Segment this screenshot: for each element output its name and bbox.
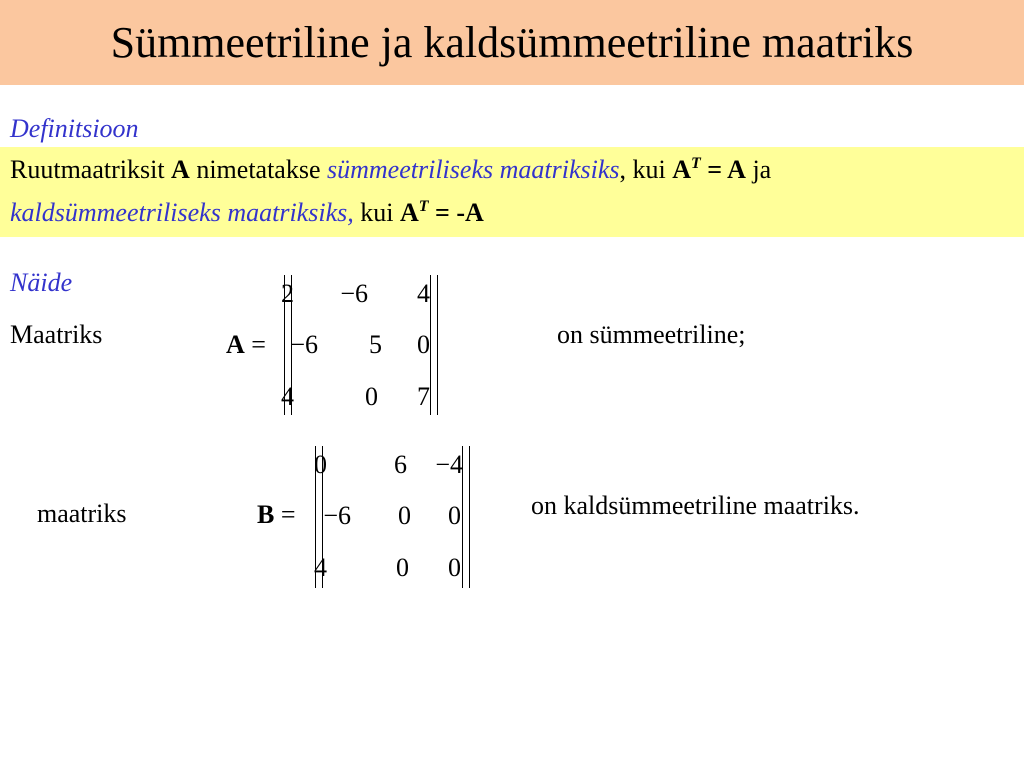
def-text: kui	[353, 198, 400, 227]
example-result-2: on kaldsümmeetriline maatriks.	[531, 491, 860, 520]
symbol-a: A	[171, 155, 190, 184]
example-label: Näide	[10, 268, 73, 297]
matrix-a-cell: 5	[369, 330, 382, 359]
equals-sign: =	[244, 330, 266, 359]
equation-skew-symmetric: = -A	[428, 198, 484, 227]
matrix-a-cell: 2	[281, 279, 294, 308]
matrix-b-cell: 4	[314, 553, 327, 582]
matrix-a-cell: 0	[417, 330, 430, 359]
matrix-a-cell: 7	[417, 382, 430, 411]
term-skew-symmetric: kaldsümmeetriliseks maatriksiks,	[10, 198, 354, 227]
def-text: Ruutmaatriksit	[10, 155, 172, 184]
matrix-a-right-bar	[430, 275, 438, 415]
matrix-b-name: B	[257, 500, 275, 529]
matrix-a-cell: 4	[281, 382, 294, 411]
symbol-a: A	[672, 155, 691, 184]
definition-line-2	[10, 198, 484, 228]
matrix-b-cell: 0	[448, 501, 461, 530]
example-result-1: on sümmeetriline;	[557, 320, 746, 349]
matrix-a-cell: 4	[417, 279, 430, 308]
definition-label: Definitsioon	[10, 114, 139, 143]
slide-title: Sümmeetriline ja kaldsümmeetriline maatriks	[110, 18, 914, 67]
matrix-b-cell: 6	[394, 450, 407, 479]
def-text: ja	[745, 155, 772, 184]
transpose-superscript: T	[691, 155, 701, 172]
matrix-b-cell: 0	[398, 501, 411, 530]
matrix-b-cell: 0	[448, 553, 461, 582]
transpose-superscript: T	[418, 198, 429, 215]
matrix-a-name: A	[226, 330, 245, 359]
def-text: , kui	[619, 155, 673, 184]
matrix-a-cell: 0	[365, 382, 378, 411]
definition-line-1	[10, 155, 771, 185]
matrix-a-label	[226, 330, 266, 360]
equals-sign: =	[274, 500, 296, 529]
matrix-b-cell: 0	[396, 553, 409, 582]
matrix-b	[315, 446, 475, 588]
term-symmetric: sümmeetriliseks maatriksiks	[327, 155, 620, 184]
matrix-a-cell: −6	[290, 330, 318, 359]
matrix-a-cell: −6	[340, 279, 368, 308]
equation-symmetric: = A	[700, 155, 746, 184]
matrix-b-right-bar	[462, 446, 470, 588]
symbol-a: A	[399, 198, 419, 227]
matrix-b-cell: −6	[323, 501, 351, 530]
matrix-a	[281, 275, 444, 415]
example-text-1: Maatriks	[10, 320, 103, 349]
matrix-b-label	[257, 500, 296, 530]
example-text-2: maatriks	[37, 499, 127, 528]
def-text: nimetatakse	[189, 155, 328, 184]
matrix-b-cell: 0	[314, 450, 327, 479]
matrix-b-cell: −4	[435, 450, 463, 479]
